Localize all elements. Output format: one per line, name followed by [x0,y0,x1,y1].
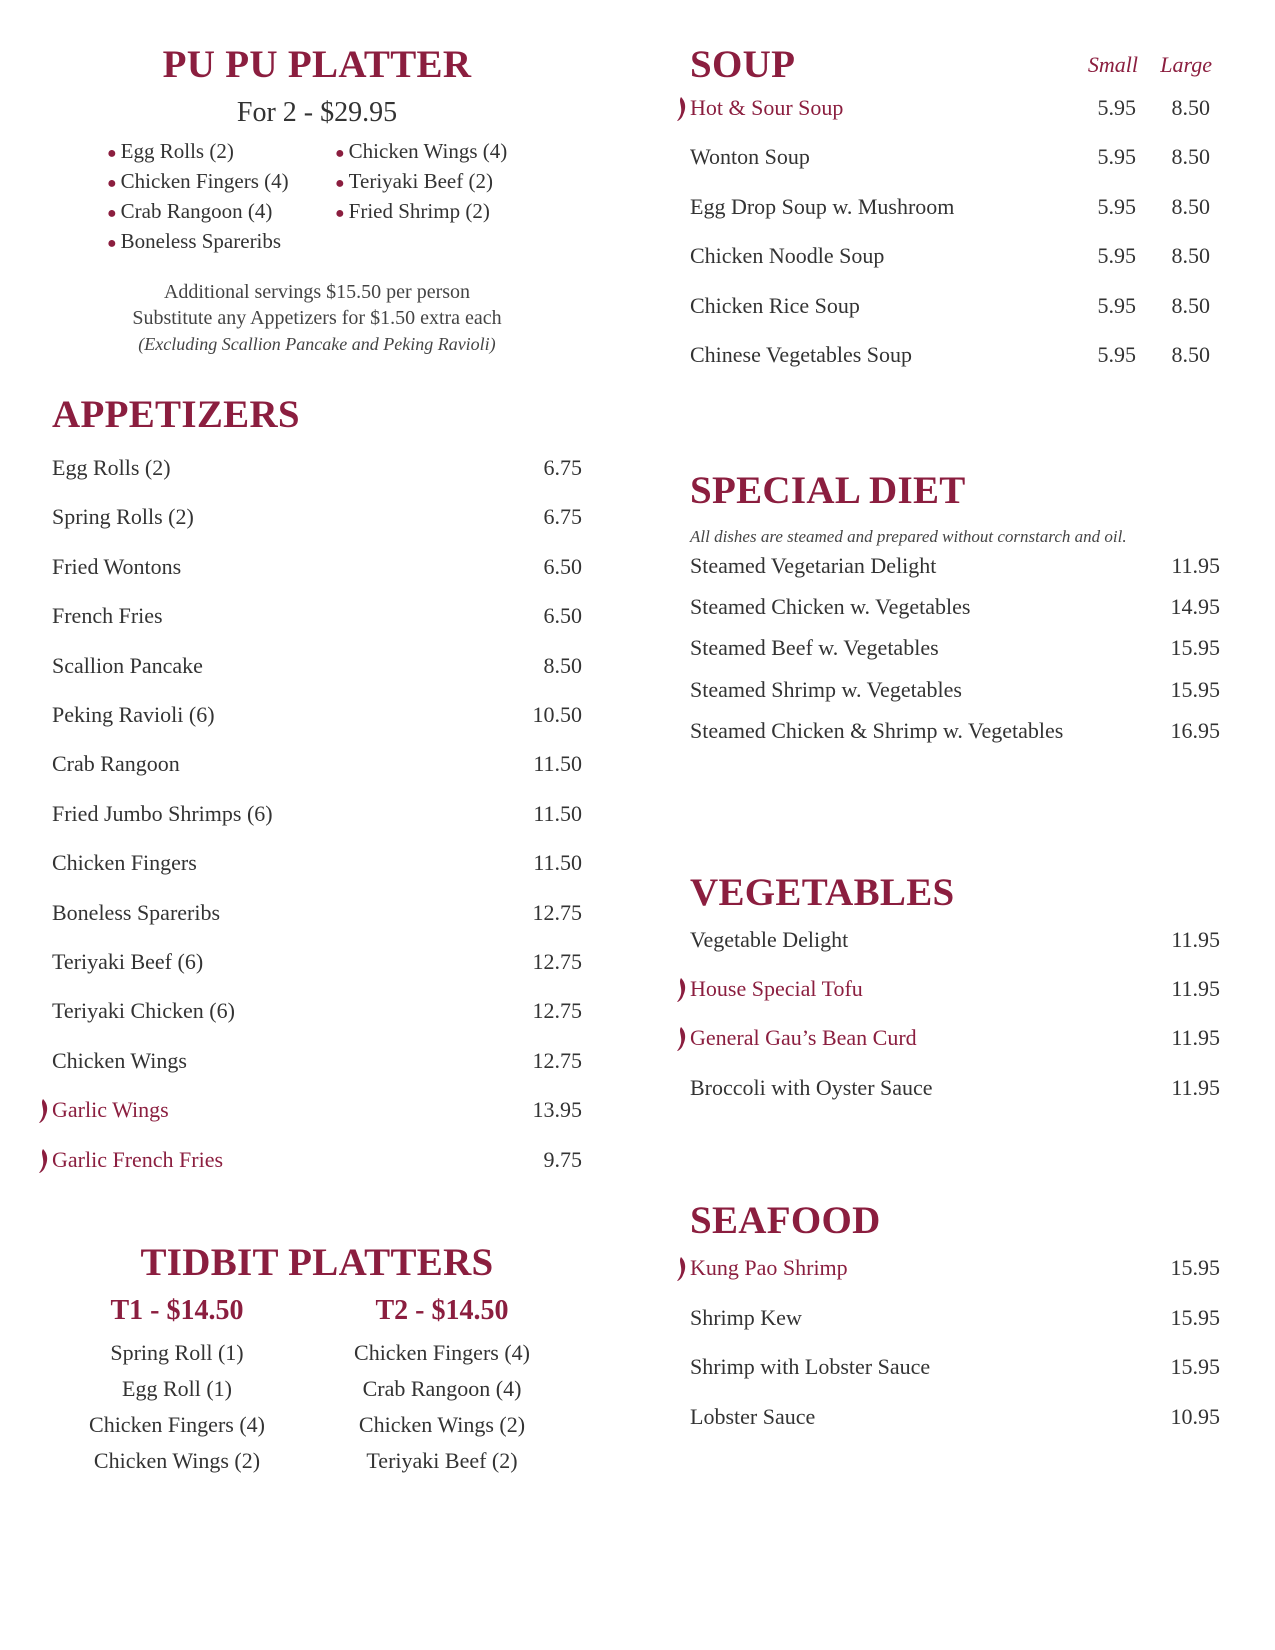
pupu-item: ● Crab Rangoon (4) [107,199,273,223]
menu-item-name: General Gau’s Bean Curd [690,1025,917,1051]
appetizers-section [52,392,582,1172]
tidbit-item: Chicken Wings (2) [93,1448,261,1473]
menu-item-price: 12.75 [532,1047,582,1073]
menu-item-row [52,455,582,485]
menu-item-row [690,293,1220,323]
menu-item-price: 15.95 [1170,676,1220,702]
menu-item-price-large: 8.50 [1171,144,1210,170]
pupu-item: ● Chicken Fingers (4) [107,169,289,193]
menu-item-price-small: 5.95 [1097,243,1136,269]
tidbit-item: Crab Rangoon (4) [362,1376,522,1401]
menu-item-name: Crab Rangoon [52,751,180,777]
bullet-icon: ● [335,175,345,192]
bullet-icon: ● [107,145,117,162]
menu-item-row [52,751,582,781]
menu-item-price: 6.75 [543,504,582,530]
tidbit-item: Chicken Wings (2) [358,1412,526,1437]
menu-item-name: Steamed Vegetarian Delight [690,553,937,578]
menu-item-name: Steamed Chicken & Shrimp w. Vegetables [690,717,1064,743]
menu-item-name: Lobster Sauce [690,1403,816,1429]
menu-item-price-large: 8.50 [1171,193,1210,219]
menu-item-name: Chicken Noodle Soup [690,243,885,269]
menu-item-price: 13.95 [532,1097,582,1123]
menu-item-price-large: 8.50 [1171,342,1210,367]
bullet-icon: ● [107,175,117,192]
menu-item-row [52,900,582,930]
vegetables-section [690,870,1220,1100]
chili-pepper-icon [676,1025,688,1053]
menu-item-name: Spring Rolls (2) [52,504,194,530]
menu-item-name: Vegetable Delight [690,927,849,952]
menu-item-row [690,718,1220,748]
menu-item-name: Chicken Fingers [52,850,197,876]
menu-item-price-small: 5.95 [1097,342,1136,367]
menu-item-row [690,194,1220,224]
menu-item-row [52,949,582,979]
tidbit-t2 [317,1295,567,1479]
menu-item-name: Shrimp Kew [690,1304,802,1330]
menu-item-price-large: 8.50 [1171,95,1210,120]
tidbit-item: Chicken Fingers (4) [89,1412,265,1437]
menu-item-price: 12.75 [532,949,582,974]
menu-item-row [690,553,1220,583]
menu-item-price: 15.95 [1170,1255,1220,1280]
seafood-section [690,1198,1220,1429]
menu-item-name: Peking Ravioli (6) [52,702,215,727]
menu-item-row [52,554,582,584]
menu-item-price-large: 8.50 [1171,292,1210,318]
vegetables-title: VEGETABLES [690,871,955,914]
tidbit-t1 [52,1295,302,1479]
pupu-item: ● Teriyaki Beef (2) [335,169,493,193]
menu-item-name: Boneless Spareribs [52,899,221,925]
special-diet-title: SPECIAL DIET [690,469,966,512]
pupu-note-additional: Additional servings $15.50 per person [163,281,471,303]
menu-item-row [52,504,582,534]
menu-item-name: Egg Drop Soup w. Mushroom [690,193,955,219]
menu-item-row [690,594,1220,624]
pupu-item: ● Egg Rolls (2) [107,139,234,163]
menu-item-name: Garlic Wings [52,1097,169,1123]
menu-item-name: Chicken Rice Soup [690,292,860,318]
chili-pepper-icon [676,1255,688,1283]
menu-item-name: Egg Rolls (2) [52,455,171,480]
soup-small-label: Small [1087,52,1138,77]
menu-item-row [690,1404,1220,1434]
menu-item-price: 6.50 [543,603,582,629]
chili-pepper-icon [38,1097,50,1125]
pupu-note-excluding: (Excluding Scallion Pancake and Peking Ravioli) [138,334,496,354]
menu-item-name: Fried Jumbo Shrimps (6) [52,800,273,826]
menu-item-price: 16.95 [1170,717,1220,743]
chili-pepper-icon [676,976,688,1004]
menu-item-price: 11.95 [1171,1074,1220,1100]
menu-item-row [690,1354,1220,1384]
menu-item-price: 15.95 [1170,1354,1220,1380]
pupu-title: PU PU PLATTER [162,43,472,86]
menu-item-row [690,144,1220,174]
seafood-title: SEAFOOD [690,1199,881,1242]
menu-item-row [690,1025,1220,1055]
tidbit-t2-header: T2 - $14.50 [375,1295,509,1326]
menu-item-name: French Fries [52,603,163,629]
tidbit-item: Spring Roll (1) [110,1340,244,1365]
menu-item-name: Chicken Wings [52,1047,187,1073]
pupu-item: ● Chicken Wings (4) [335,139,508,163]
menu-item-row [52,1147,582,1177]
menu-item-name: Chinese Vegetables Soup [690,342,913,367]
bullet-icon: ● [107,205,117,222]
menu-item-price-small: 5.95 [1097,144,1136,170]
pupu-note-substitute: Substitute any Appetizers for $1.50 extra each [132,307,502,329]
chili-pepper-icon [38,1147,50,1175]
menu-item-price: 10.95 [1170,1403,1220,1429]
menu-item-row [690,927,1220,957]
menu-item-row [690,1075,1220,1105]
menu-item-name: Broccoli with Oyster Sauce [690,1074,933,1100]
menu-item-name: Kung Pao Shrimp [690,1255,848,1280]
menu-item-price: 15.95 [1170,1304,1220,1330]
appetizers-title: APPETIZERS [52,393,300,436]
menu-item-name: Shrimp with Lobster Sauce [690,1354,931,1380]
tidbit-item: Chicken Fingers (4) [354,1340,530,1365]
menu-item-price: 6.50 [543,553,582,579]
bullet-icon: ● [335,145,345,162]
menu-item-name: Teriyaki Chicken (6) [52,998,235,1024]
menu-item-row [690,342,1220,372]
menu-item-price: 11.50 [533,850,582,876]
menu-item-price: 11.95 [1171,927,1220,952]
chili-pepper-icon [676,95,688,123]
menu-item-row [690,243,1220,273]
pupu-item: ● Fried Shrimp (2) [335,199,490,223]
menu-item-price: 11.95 [1171,553,1220,578]
menu-item-row [52,1048,582,1078]
menu-item-row [52,603,582,633]
menu-item-name: Steamed Chicken w. Vegetables [690,594,971,620]
tidbit-item: Teriyaki Beef (2) [366,1448,518,1473]
menu-item-row [690,677,1220,707]
menu-item-price: 11.95 [1171,976,1220,1002]
menu-item-price-small: 5.95 [1097,95,1136,120]
menu-item-price: 11.95 [1171,1025,1220,1051]
menu-item-price-large: 8.50 [1171,243,1210,269]
menu-item-price: 9.75 [543,1146,582,1172]
pupu-items [52,139,582,269]
menu-item-price: 15.95 [1170,635,1220,661]
tidbit-title: TIDBIT PLATTERS [140,1241,494,1284]
menu-item-name: Steamed Shrimp w. Vegetables [690,676,962,702]
menu-item-price: 8.50 [543,652,582,678]
menu-item-price-small: 5.95 [1097,193,1136,219]
menu-item-row [52,801,582,831]
menu-item-row [52,998,582,1028]
soup-section [690,42,1220,367]
menu-item-price: 12.75 [532,899,582,925]
soup-large-label: Large [1160,52,1212,77]
menu-item-price: 11.50 [533,751,582,777]
menu-item-row [690,95,1220,125]
bullet-icon: ● [335,205,345,222]
menu-item-name: Garlic French Fries [52,1146,224,1172]
menu-item-row [52,850,582,880]
tidbit-item: Egg Roll (1) [122,1376,232,1401]
menu-item-price: 11.50 [533,800,582,826]
pupu-platter-section [52,42,582,357]
menu-item-price: 14.95 [1170,594,1220,620]
menu-item-name: Fried Wontons [52,553,182,579]
pupu-item: ● Boneless Spareribs [107,229,282,253]
menu-item-name: Hot & Sour Soup [690,95,844,120]
menu-item-row [52,653,582,683]
menu-item-price-small: 5.95 [1097,292,1136,318]
menu-item-row [690,976,1220,1006]
menu-item-row [52,702,582,732]
pupu-price: For 2 - $29.95 [236,97,398,128]
menu-item-name: House Special Tofu [690,976,863,1002]
bullet-icon: ● [107,235,117,252]
menu-item-row [52,1097,582,1127]
soup-title: SOUP [690,43,796,86]
special-diet-section [690,468,1220,743]
tidbit-section [52,1240,582,1473]
menu-item-price: 12.75 [532,998,582,1024]
menu-item-row [690,1305,1220,1335]
tidbit-t1-header: T1 - $14.50 [110,1295,244,1326]
menu-item-name: Teriyaki Beef (6) [52,949,204,974]
menu-item-name: Wonton Soup [690,144,810,170]
menu-item-price: 10.50 [532,702,582,727]
menu-item-price: 6.75 [543,455,582,480]
menu-item-name: Scallion Pancake [52,652,203,678]
menu-item-row [690,635,1220,665]
special-diet-note: All dishes are steamed and prepared without cornstarch and oil. [690,527,1127,546]
menu-item-name: Steamed Beef w. Vegetables [690,635,939,661]
menu-item-row [690,1255,1220,1285]
